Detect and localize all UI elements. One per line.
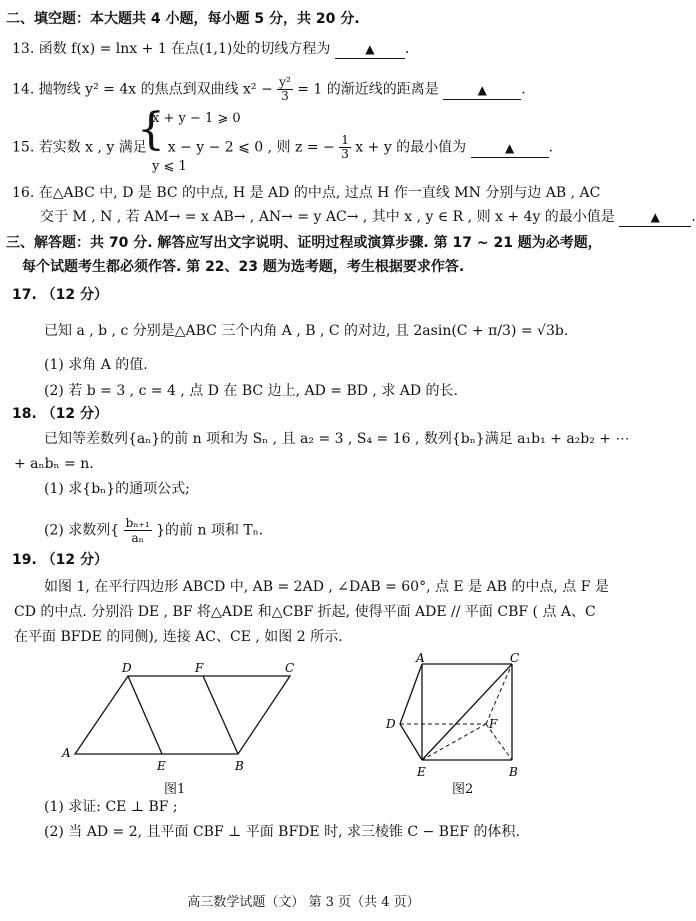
figure2-caption: 图2: [452, 782, 474, 797]
fig2-label-d: D: [386, 717, 396, 731]
q15-constraint-2: x − y − 2 ⩽ 0 , 则 z = −: [167, 139, 335, 156]
q13-number: 13.: [12, 41, 35, 57]
blank-marker-icon: ▲: [365, 42, 375, 56]
q19-stem-line1: 如图 1, 在平行四边形 ABCD 中, AB = 2AD , ∠DAB = 60°, 点 E 是 AB 的中点, 点 F 是: [44, 579, 609, 595]
fig1-label-d: D: [122, 661, 132, 675]
q16-line1: [12, 184, 600, 202]
q15-fraction: [339, 134, 351, 161]
q13-text: 函数 f(x) = lnx + 1 在点(1,1)处的切线方程为: [38, 41, 331, 57]
q14-answer-blank: [443, 81, 521, 100]
q15-text-a: 若实数 x , y 满足: [38, 139, 147, 156]
q17-stem: 已知 a , b , c 分别是△ABC 三个内角 A , B , C 的对边, 且 2asin(C + π/3) = √3b.: [44, 323, 569, 339]
q14-fraction: [277, 76, 293, 103]
section3-header-line1: 三、解答题：共 70 分. 解答应写出文字说明、证明过程或演算步骤. 第 17 ~ 21 题为必考题，: [6, 235, 602, 251]
q17-part2: (2) 若 b = 3 , c = 4 , 点 D 在 BC 边上, AD = BD , 求 AD 的长.: [44, 383, 459, 399]
q14-text-a: 抛物线 y² = 4x 的焦点到双曲线 x² −: [38, 81, 273, 98]
q13: 13. 函数 f(x) = lnx + 1 在点(1,1)处的切线方程为 ▲ .: [12, 41, 410, 57]
q15-constraint-3: y ⩽ 1: [152, 159, 187, 174]
figure2-folded-solid: [380, 652, 530, 782]
q16-number: 16.: [12, 185, 35, 201]
fig1-label-a: A: [62, 746, 71, 760]
system-brace-icon: {: [137, 104, 165, 155]
fig1-label-f: F: [195, 661, 204, 675]
fig2-label-a: A: [416, 651, 425, 665]
q19-part1: (1) 求证: CE ⊥ BF ;: [44, 799, 178, 815]
q18-fraction: [124, 516, 152, 545]
q18-heading: 18. （12 分）: [12, 406, 109, 422]
q14-fraction-numerator: y²: [279, 75, 291, 89]
q14: 14. 抛物线 y² = 4x 的焦点到双曲线 x² − $\frac{\text{y²}}{3}$ = 1 的渐近线的距离是 ▲ .: [12, 75, 526, 103]
blank-marker-icon: ▲: [477, 82, 487, 97]
q14-text-b: = 1 的渐近线的距离是: [297, 81, 439, 98]
q19-stem-line2: CD 的中点. 分别沿 DE , BF 将△ADE 和△CBF 折起, 使得平面 ADE // 平面 CBF ( 点 A、C: [14, 604, 596, 620]
q18-part2-text-b: }的前 n 项和 Tₙ.: [156, 522, 264, 539]
q19-part2: (2) 当 AD = 2, 且平面 CBF ⊥ 平面 BFDE 时, 求三棱锥 C − BEF 的体积.: [44, 824, 520, 840]
q15-fraction-denominator: 3: [341, 147, 349, 161]
q18-fraction-numerator: bₙ₊₁: [125, 516, 150, 530]
q16-text-line1: 在△ABC 中, D 是 BC 的中点, H 是 AD 的中点, 过点 H 作一直线 MN 分别与边 AB , AC: [38, 185, 601, 201]
q18-stem-line2: + aₙbₙ = n.: [14, 456, 94, 472]
q16-line2: 交于 M , N , 若 AM→ = x AB→ , AN→ = y AC→ , 其中 x , y ∈ R , 则 x + 4y 的最小值是 ▲ .: [40, 209, 696, 225]
q19-heading: 19. （12 分）: [12, 552, 109, 568]
q18-fraction-denominator: aₙ: [131, 531, 144, 545]
blank-marker-icon: ▲: [505, 140, 515, 155]
fig2-label-e: E: [417, 765, 426, 779]
q14-number: 14.: [12, 81, 35, 98]
q18-part2: [44, 516, 263, 545]
figure1-parallelogram: [55, 660, 355, 790]
q14-fraction-denominator: 3: [281, 89, 289, 103]
q15: 15. 若实数 x , y 满足 x − y − 2 ⩽ 0 , 则 z = − $\frac{1}{3}$ x + y 的最小值为 ▲ .: [12, 133, 554, 161]
q13-answer-blank: [335, 40, 405, 59]
q16-text-line2: 交于 M , N , 若 AM→ = x AB→ , AN→ = y AC→ , 其中 x , y ∈ R , 则 x + 4y 的最小值是: [40, 209, 615, 225]
figure1-caption: 图1: [164, 782, 186, 797]
q15-constraint-1: x + y − 1 ⩾ 0: [152, 111, 241, 126]
q18-part1: (1) 求{bₙ}的通项公式;: [44, 481, 190, 497]
q16-answer-blank: [619, 208, 691, 227]
q17-part1: (1) 求角 A 的值.: [44, 357, 148, 373]
q18-stem-line1: 已知等差数列{aₙ}的前 n 项和为 Sₙ , 且 a₂ = 3 , S₄ = 16 , 数列{bₙ}满足 a₁b₁ + a₂b₂ + ⋯: [44, 431, 630, 447]
fig2-label-b: B: [509, 765, 518, 779]
fig1-label-b: B: [235, 759, 244, 773]
section3-header-line2: 每个试题考生都必须作答. 第 22、23 题为选考题，考生根据要求作答.: [22, 259, 465, 275]
q15-answer-blank: [471, 139, 549, 158]
blank-marker-icon: ▲: [650, 210, 660, 224]
q15-text-b: x + y 的最小值为: [355, 139, 467, 156]
fig1-label-c: C: [285, 661, 295, 675]
q19-stem-line3: 在平面 BFDE 的同侧), 连接 AC、CE , 如图 2 所示.: [14, 629, 343, 645]
page-footer: 高三数学试题（文） 第 3 页（共 4 页）: [187, 895, 420, 910]
section2-header: 二、填空题：本大题共 4 小题，每小题 5 分，共 20 分.: [6, 11, 360, 27]
q17-heading: 17. （12 分）: [12, 287, 109, 303]
q15-fraction-numerator: 1: [341, 133, 349, 147]
q18-part2-text-a: (2) 求数列{: [44, 522, 120, 539]
fig2-label-c: C: [510, 651, 520, 665]
q15-number: 15.: [12, 139, 35, 156]
fig1-label-e: E: [157, 759, 166, 773]
fig2-label-f: F: [489, 717, 498, 731]
